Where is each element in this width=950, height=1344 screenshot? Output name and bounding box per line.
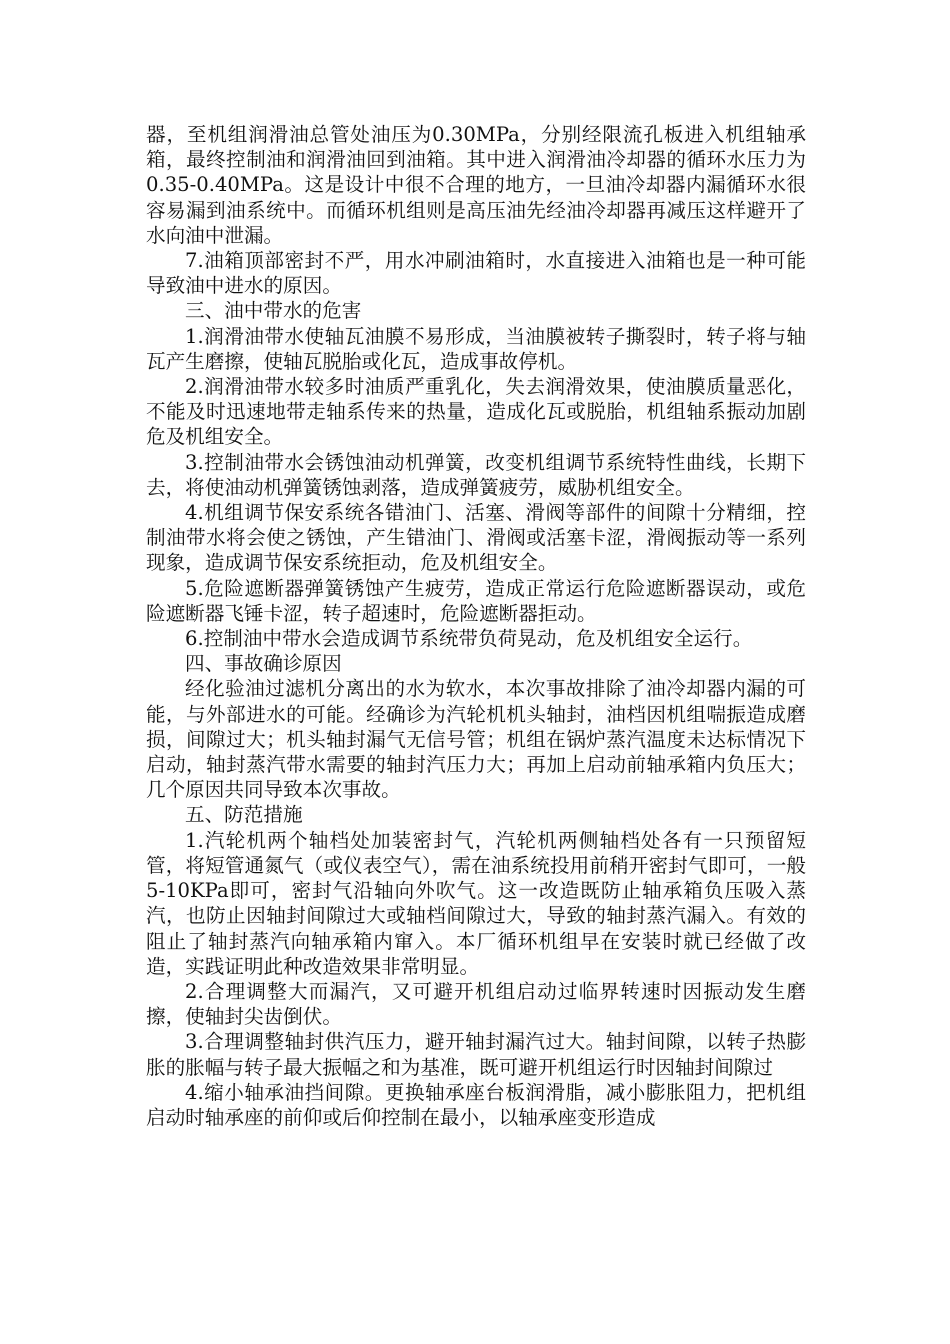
paragraph-measure-3: 3.合理调整轴封供汽压力，避开轴封漏汽过大。轴封间隙，以转子热膨胀的胀幅与转子最大振幅之和为基准，既可避开机组运行时因轴封间隙过 bbox=[146, 1030, 806, 1079]
paragraph-measure-1: 1.汽轮机两个轴档处加装密封气，汽轮机两侧轴档处各有一只预留短管，将短管通氮气（或仪表空气），需在油系统投用前稍开密封气即可，一般5-10KPa即可，密封气沿轴向外吹气。这一改造既防止轴承箱负压吸入蒸汽，也防止因轴封间隙过大或轴档间隙过大，导致的轴封蒸汽漏入。有效的阻止了轴封蒸汽向轴承箱内窜入。本厂循环机组早在安装时就已经做了改造，实践证明此种改造效果非常明显。 bbox=[146, 828, 806, 978]
paragraph-hazard-2: 2.润滑油带水较多时油质严重乳化，失去润滑效果，使油膜质量恶化，不能及时迅速地带走轴系传来的热量，造成化瓦或脱胎，机组轴系振动加剧危及机组安全。 bbox=[146, 375, 806, 449]
paragraph-continuation: 器，至机组润滑油总管处油压为0.30MPa，分别经限流孔板进入机组轴承箱，最终控制油和润滑油回到油箱。其中进入润滑油冷却器的循环水压力为0.35-0.40MPa。这是设计中很不合理的地方，一旦油冷却器内漏循环水很容易漏到油系统中。而循环机组则是高压油先经油冷却器再减压这样避开了水向油中泄漏。 bbox=[146, 123, 806, 247]
document-body bbox=[146, 122, 806, 1130]
paragraph-hazard-5: 5.危险遮断器弹簧锈蚀产生疲劳，造成正常运行危险遮断器误动，或危险遮断器飞锤卡涩，转子超速时，危险遮断器拒动。 bbox=[146, 576, 806, 625]
paragraph-hazard-4: 4.机组调节保安系统各错油门、活塞、滑阀等部件的间隙十分精细，控制油带水将会使之锈蚀，产生错油门、滑阀或活塞卡涩，滑阀振动等一系列现象，造成调节保安系统拒动，危及机组安全。 bbox=[146, 501, 806, 575]
paragraph-hazard-6: 6.控制油中带水会造成调节系统带负荷晃动，危及机组安全运行。 bbox=[185, 627, 753, 651]
section-heading-5: 五、防范措施 bbox=[185, 803, 303, 827]
section-heading-3: 三、油中带水的危害 bbox=[185, 299, 362, 323]
section-heading-4: 四、事故确诊原因 bbox=[185, 652, 342, 676]
paragraph-diagnosis: 经化验油过滤机分离出的水为软水，本次事故排除了油冷却器内漏的可能，与外部进水的可能。经确诊为汽轮机机头轴封，油档因机组喘振造成磨损，间隙过大；机头轴封漏气无信号管；机组在锅炉蒸汽温度未达标情况下启动，轴封蒸汽带水需要的轴封汽压力大；再加上启动前轴承箱内负压大；几个原因共同导致本次事故。 bbox=[146, 677, 806, 802]
paragraph-measure-4: 4.缩小轴承油挡间隙。更换轴承座台板润滑脂，减小膨胀阻力，把机组启动时轴承座的前仰或后仰控制在最小，以轴承座变形造成 bbox=[146, 1080, 806, 1129]
paragraph-item-7: 7.油箱顶部密封不严，用水冲刷油箱时，水直接进入油箱也是一种可能导致油中进水的原因。 bbox=[146, 249, 806, 298]
paragraph-measure-2: 2.合理调整大而漏汽，又可避开机组启动过临界转速时因振动发生磨擦，使轴封尖齿倒伏。 bbox=[146, 979, 806, 1029]
paragraph-hazard-1: 1.润滑油带水使轴瓦油膜不易形成，当油膜被转子撕裂时，转子将与轴瓦产生磨擦，使轴瓦脱胎或化瓦，造成事故停机。 bbox=[146, 324, 806, 373]
paragraph-hazard-3: 3.控制油带水会锈蚀油动机弹簧，改变机组调节系统特性曲线，长期下去，将使油动机弹簧锈蚀剥落，造成弹簧疲劳，威胁机组安全。 bbox=[146, 450, 806, 499]
